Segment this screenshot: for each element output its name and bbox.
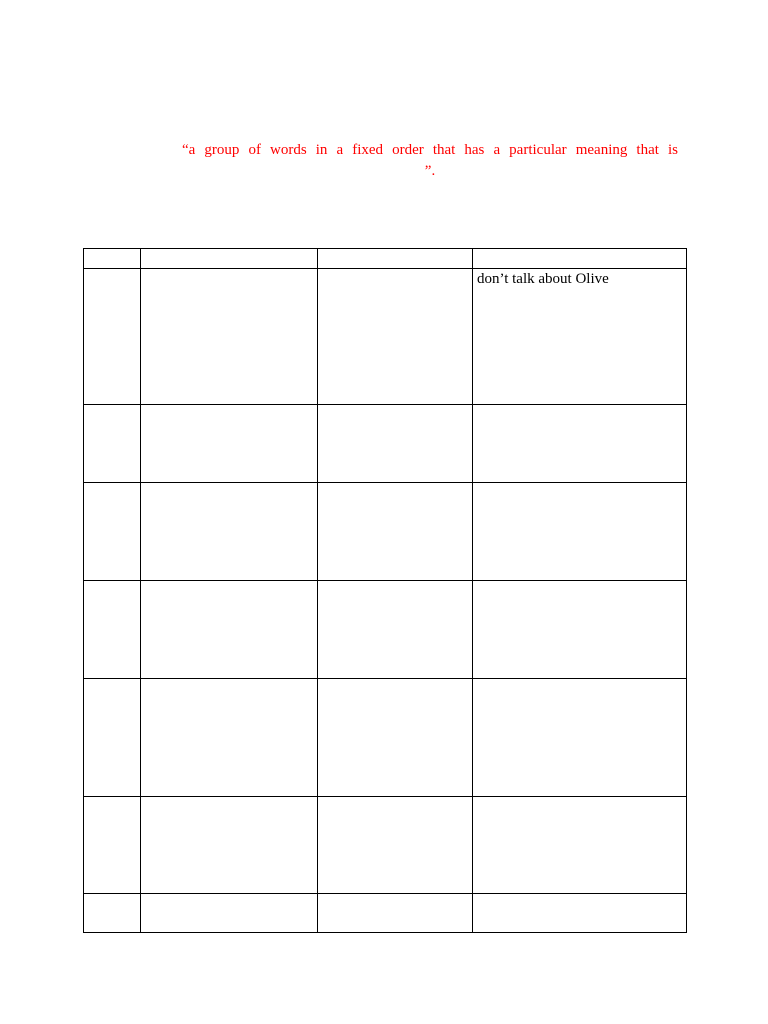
table-cell [141, 581, 318, 679]
table-cell [84, 679, 141, 797]
table-cell [473, 249, 687, 269]
table-row [84, 405, 687, 483]
table-cell [318, 249, 473, 269]
table-cell [141, 894, 318, 933]
example-text: don’t talk about Olive [477, 271, 609, 287]
table-cell [473, 894, 687, 933]
table-cell [141, 797, 318, 894]
table-cell [318, 894, 473, 933]
table-cell [318, 679, 473, 797]
table-cell [318, 483, 473, 581]
table-cell [318, 405, 473, 483]
table-cell [141, 269, 318, 405]
table-row [84, 797, 687, 894]
table-cell [141, 249, 318, 269]
table-cell [473, 581, 687, 679]
table-cell [473, 797, 687, 894]
table-row [84, 269, 687, 405]
table-cell [84, 581, 141, 679]
table-cell [84, 405, 141, 483]
table-row [84, 894, 687, 933]
table-cell [84, 269, 141, 405]
table-row [84, 679, 687, 797]
table-cell [318, 269, 473, 405]
table-cell [473, 483, 687, 581]
definition-line-2: ”. [424, 163, 436, 179]
table-cell [84, 483, 141, 581]
table-cell [84, 894, 141, 933]
table-cell [141, 483, 318, 581]
table-row [84, 483, 687, 581]
table-cell [473, 269, 687, 405]
table-row [84, 581, 687, 679]
definition-text [182, 140, 678, 182]
table-cell [318, 581, 473, 679]
worksheet-table [83, 248, 687, 933]
table-cell [318, 797, 473, 894]
table-cell [473, 405, 687, 483]
table-row [84, 249, 687, 269]
definition-line-1: “a group of words in a fixed order that has a particular meaning that is [182, 142, 678, 158]
table-cell [141, 405, 318, 483]
table-cell [84, 249, 141, 269]
table-cell [141, 679, 318, 797]
table-cell [84, 797, 141, 894]
table-cell [473, 679, 687, 797]
